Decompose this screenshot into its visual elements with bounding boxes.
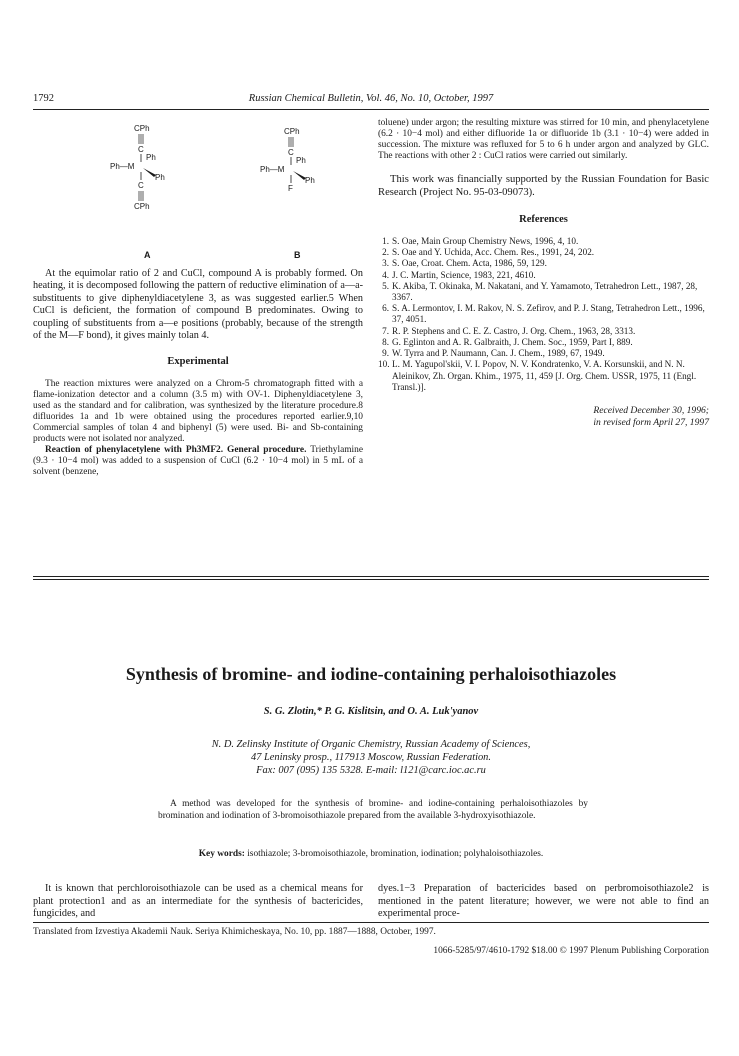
- structure-a: [83, 122, 223, 228]
- acknowledgment: This work was financially supported by the Russian Foundation for Basic Research (Project No. 95-03-09073).: [378, 174, 709, 199]
- running-head: [33, 93, 709, 110]
- reference-text: S. Oae and Y. Uchida, Acc. Chem. Res., 1991, 24, 202.: [392, 247, 595, 258]
- procedure-runin: Reaction of phenylacetylene with Ph3MF2. General procedure.: [45, 445, 307, 456]
- keywords-label: Key words:: [198, 849, 245, 859]
- reference-number: 3.: [382, 258, 389, 269]
- a-ph-upper: Ph: [146, 153, 156, 162]
- reference-number: 4.: [382, 269, 389, 280]
- copyright-line: 1066-5285/97/4610-1792 $18.00 © 1997 Plenum Publishing Corporation: [433, 946, 709, 956]
- reference-item: [378, 236, 709, 247]
- reference-number: 2.: [382, 247, 389, 258]
- section-divider: [33, 576, 709, 580]
- reference-number: 1.: [382, 236, 389, 247]
- footer-rule: [33, 922, 709, 923]
- keywords: [33, 849, 709, 859]
- journal-title: Russian Chemical Bulletin, Vol. 46, No. 10, October, 1997: [248, 93, 494, 104]
- b-ph-lower: Ph: [305, 176, 315, 185]
- affiliation-line-1: N. D. Zelinsky Institute of Organic Chemistry, Russian Academy of Sciences,: [211, 739, 531, 750]
- reference-text: G. Eglinton and A. R. Galbraith, J. Chem. Soc., 1959, Part I, 889.: [392, 336, 633, 347]
- intro-right: dyes.1−3 Preparation of bactericides based on perbromoisothiazole2 is mentioned in the patent literature; however, we were not able to find an experimental proce-: [378, 883, 709, 920]
- reference-item: [378, 247, 709, 258]
- b-fluorine: F: [288, 184, 293, 193]
- reference-number: 6.: [382, 303, 389, 314]
- author-affiliation: [33, 738, 709, 777]
- page-number: 1792: [33, 93, 54, 104]
- reference-text: L. M. Yagupol'skii, V. I. Popov, N. V. Kondratenko, V. A. Korsunskii, and N. N. Aleinikov, Zh. Organ. Khim., 1975, 11, 459 [J. Org. Chem. USSR, 1975, 11 (Engl. Transl.)].: [392, 359, 697, 392]
- reference-item: [378, 258, 709, 269]
- received-line: Received December 30, 1996;: [593, 404, 709, 416]
- reference-item: [378, 326, 709, 337]
- reference-number: 10.: [378, 359, 390, 370]
- reference-list: [378, 236, 709, 393]
- article-authors: S. G. Zlotin,* P. G. Kislitsin, and O. A. Luk'yanov: [263, 706, 479, 717]
- reference-text: R. P. Stephens and C. E. Z. Castro, J. Org. Chem., 1963, 28, 3313.: [392, 325, 636, 336]
- right-column: [378, 118, 709, 429]
- reference-number: 7.: [382, 325, 389, 336]
- experimental-heading: Experimental: [167, 356, 229, 368]
- reference-item: [378, 303, 709, 325]
- received-date: [378, 405, 709, 429]
- keywords-text: isothiazole; 3-bromoisothiazole, bromination, iodination; polyhaloisothiazoles.: [244, 849, 544, 859]
- intro-left: It is known that perchloroisothiazole can be used as a chemical means for plant protection1 and as an intermediate for the synthesis of bactericides, fungicides, and: [33, 883, 363, 920]
- procedure-text: Triethylamine (9.3 · 10−4 mol) was added to a suspension of CuCl (6.2 · 10−4 mol) in 5 mL of a solvent (benzene,: [33, 445, 364, 478]
- procedure-paragraph: [33, 445, 363, 478]
- left-column: [33, 118, 363, 478]
- b-ph-m: Ph—M: [260, 165, 285, 174]
- reference-text: J. C. Martin, Science, 1983, 221, 4610.: [392, 269, 536, 280]
- reference-number: 9.: [382, 348, 389, 359]
- b-c-top: C: [288, 148, 294, 157]
- reference-item: [378, 337, 709, 348]
- experimental-paragraph: The reaction mixtures were analyzed on a Chrom-5 chromatograph fitted with a flame-ionization detector and a column (3.5 m) with OV-1. Diphenyldiacetylene 3, used as the standard and for calibration, was synthesized by the literature procedure.8 difluorides 1a and 1b were obtained using the procedures reported earlier.9,10 Commercial samples of tolan 4 and biphenyl (5) were used. Bi- and Sb-containing products were not isolated nor analyzed.: [33, 378, 363, 444]
- revised-line: in revised form April 27, 1997: [593, 416, 709, 428]
- reference-text: W. Tyrra and P. Naumann, Can. J. Chem., 1989, 67, 1949.: [392, 348, 605, 359]
- reference-text: S. Oae, Croat. Chem. Acta, 1986, 59, 129.: [392, 258, 547, 269]
- structure-b: [233, 122, 373, 228]
- reference-text: S. Oae, Main Group Chemistry News, 1996, 4, 10.: [392, 236, 579, 247]
- reference-item: [378, 359, 709, 393]
- a-ph-lower: Ph: [155, 173, 165, 182]
- reference-number: 5.: [382, 280, 389, 291]
- article-title: Synthesis of bromine- and iodine-containing perhaloisothiazoles: [125, 664, 617, 684]
- a-c-bottom: C: [138, 181, 144, 190]
- a-top-cph: CPh: [134, 124, 150, 133]
- reference-item: [378, 270, 709, 281]
- abstract: A method was developed for the synthesis of bromine- and iodine-containing perhaloisothiazoles by bromination and iodination of 3-bromoisothiazole prepared from the available 3-hydroxyisothiazole.: [158, 799, 588, 821]
- structure-scheme: [33, 118, 363, 268]
- translation-note: Translated from Izvestiya Akademii Nauk. Seriya Khimicheskaya, No. 10, pp. 1887—1888, October, 1997.: [33, 927, 436, 937]
- procedure-continued: toluene) under argon; the resulting mixture was stirred for 10 min, and phenylacetylene (6.2 · 10−4 mol) and either difluoride 1a or difluoride 1b (3.1 · 10−4) were added in succession. The mixture was refluxed for 5 to 6 h under argon and analyzed by GLC. The reactions with other 2 : CuCl ratios were carried out similarly.: [378, 118, 709, 162]
- a-ph-m: Ph—M: [110, 162, 135, 171]
- affiliation-line-3: Fax: 007 (095) 135 5328. E-mail: l121@carc.ioc.ac.ru: [256, 765, 486, 776]
- a-bottom-cph: CPh: [134, 202, 150, 211]
- reference-text: K. Akiba, T. Okinaka, M. Nakatani, and Y. Yamamoto, Tetrahedron Lett., 1987, 28, 3367.: [392, 280, 698, 303]
- b-top-cph: CPh: [284, 127, 300, 136]
- a-c-top: C: [138, 145, 144, 154]
- reference-text: S. A. Lermontov, I. M. Rakov, N. S. Zefirov, and P. J. Stang, Tetrahedron Lett., 1996, 37, 4051.: [392, 303, 705, 325]
- references-heading: References: [519, 213, 568, 225]
- structure-b-label: B: [294, 250, 301, 260]
- structure-a-label: A: [144, 250, 151, 260]
- affiliation-line-2: 47 Leninsky prosp., 117913 Moscow, Russian Federation.: [251, 752, 491, 763]
- reference-number: 8.: [382, 336, 389, 347]
- b-ph-upper: Ph: [296, 156, 306, 165]
- reference-item: [378, 348, 709, 359]
- reference-item: [378, 281, 709, 303]
- discussion-paragraph: At the equimolar ratio of 2 and CuCl, compound A is probably formed. On heating, it is decomposed following the pattern of reductive elimination of a—a-substituents to give diphenyldiacetylene 3, as was suggested earlier.5 When CuCl is deficient, the formation of compound B predominates. Owing to coupling of substituents from a—e positions (probably, because of the strength of the M—F bond), it gives mainly tolan 4.: [33, 268, 363, 342]
